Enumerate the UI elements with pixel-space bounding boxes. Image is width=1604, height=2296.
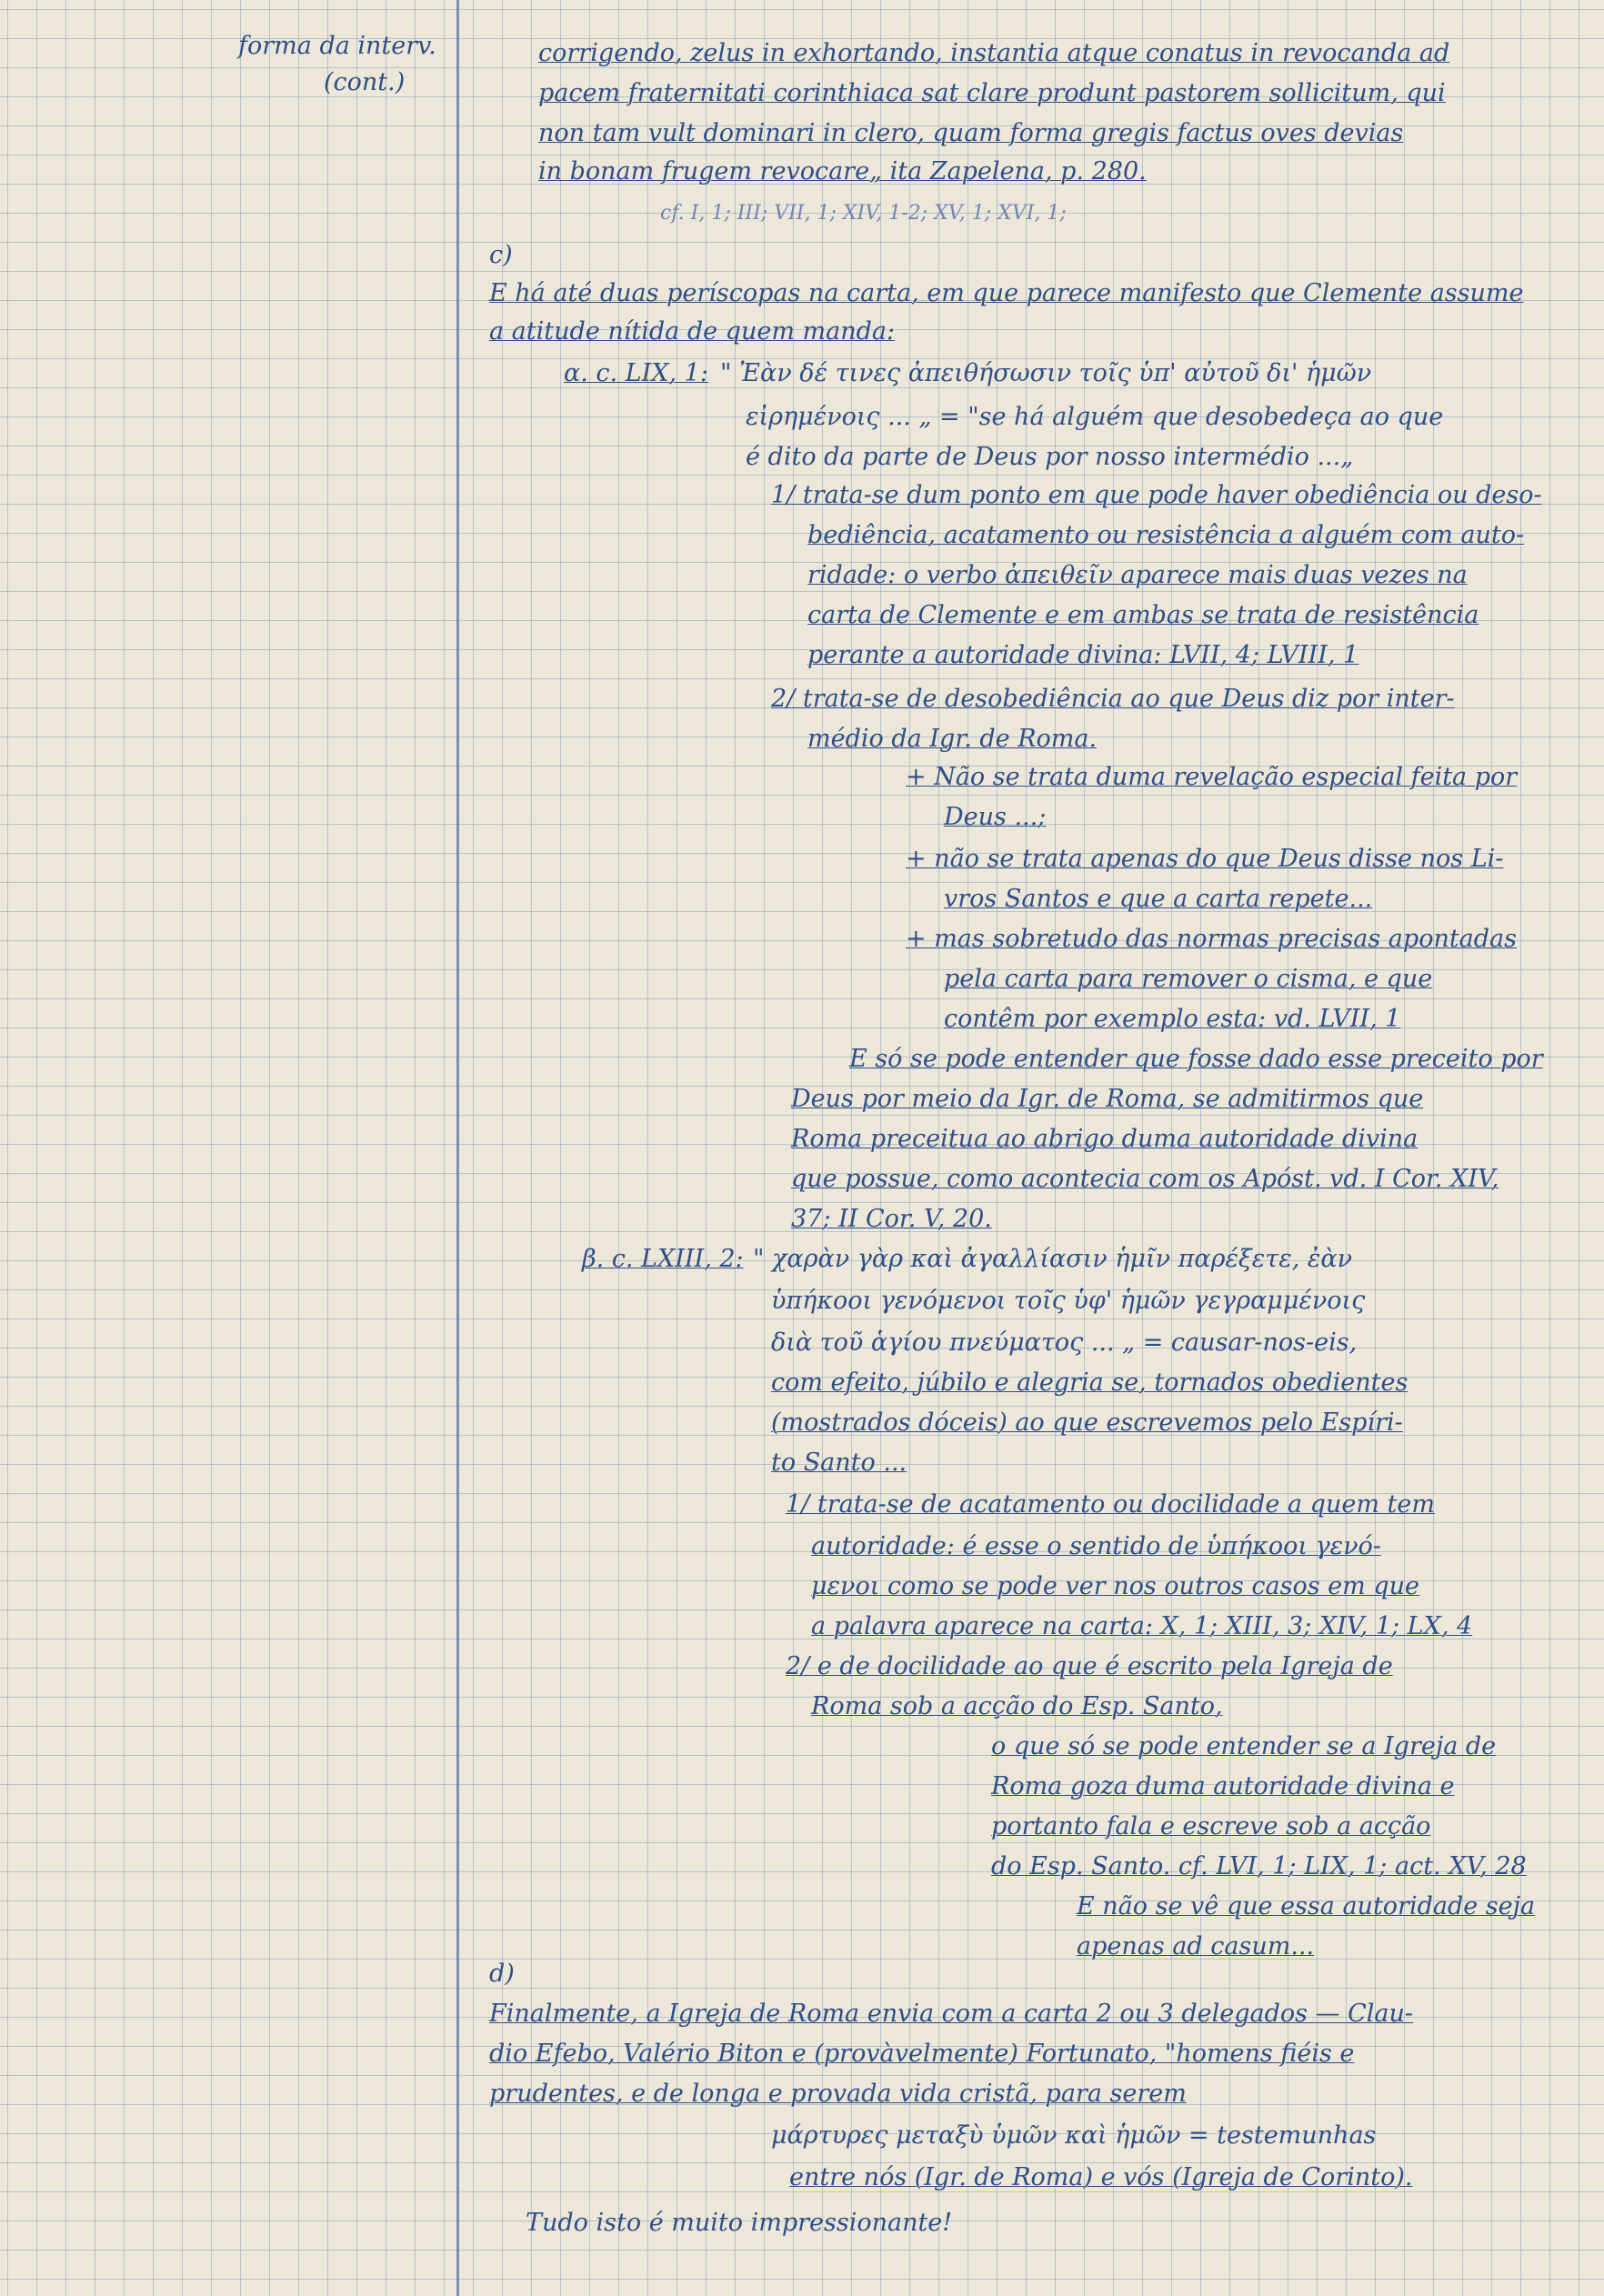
alpha-bullet-line: + mas sobretudo das normas precisas apontadas <box>906 925 1518 953</box>
beta-translation-line: to Santo ... <box>771 1449 907 1477</box>
latin-quote-refs: cf. I, 1; III; VII, 1; XIV, 1-2; XV, 1; XVI, 1; <box>660 202 1067 225</box>
alpha-point-2-line: 2/ trata-se de desobediência ao que Deus diz por inter- <box>771 685 1455 713</box>
margin-note-line-1: forma da interv. <box>238 32 436 60</box>
beta-translation-line: (mostrados dóceis) ao que escrevemos pelo Espíri- <box>771 1409 1403 1437</box>
beta-point-1-line: autoridade: é esse o sentido de ὑπήκοοι γενό- <box>811 1532 1381 1560</box>
alpha-bullet-line: + Não se trata duma revelação especial feita por <box>906 763 1518 791</box>
alpha-point-1-line: bediência, acatamento ou resistência a alguém com auto- <box>807 521 1525 549</box>
alpha-conclusion-line: que possue, como acontecia com os Apóst. vd. I Cor. XIV, <box>791 1165 1499 1193</box>
alpha-greek-line: é dito da parte de Deus por nosso intermédio ...„ <box>746 443 1354 471</box>
latin-quote-line: non tam vult dominari in clero, quam forma gregis factus oves devias <box>538 119 1404 147</box>
alpha-bullet-line: Deus ...; <box>944 803 1047 831</box>
beta-final-line: E não se vê que essa autoridade seja <box>1077 1892 1536 1920</box>
beta-point-1-line: μενοι como se pode ver nos outros casos em que <box>811 1572 1419 1600</box>
section-c-intro: E há até duas períscopas na carta, em que parece manifesto que Clemente assume <box>489 279 1524 307</box>
alpha-bullet-line: + não se trata apenas do que Deus disse nos Li- <box>906 845 1504 873</box>
beta-point-1-line: a palavra aparece na carta: X, 1; XIII, 3; XIV, 1; LX, 4 <box>811 1612 1473 1640</box>
alpha-greek-line: εἰρημένοις ... „ = "se há alguém que desobedeça ao que <box>746 403 1444 431</box>
beta-point-2-line: 2/ e de docilidade ao que é escrito pela Igreja de <box>786 1652 1393 1680</box>
alpha-bullet-line: vros Santos e que a carta repete... <box>944 885 1373 913</box>
beta-final-line: apenas ad casum... <box>1077 1932 1315 1960</box>
alpha-conclusion-line: Deus por meio da Igr. de Roma, se admitirmos que <box>791 1085 1424 1113</box>
beta-greek-line: διὰ τοῦ ἁγίου πνεύματος ... „ = causar-nos-eis, <box>771 1328 1358 1357</box>
section-d-greek: μάρτυρες μεταξὺ ὑμῶν καὶ ἡμῶν = testemunhas <box>771 2121 1377 2150</box>
alpha-greek-line: " Ἐὰν δέ τινες ἀπειθήσωσιν τοῖς ὑπ' αὐτοῦ δι' ἡμῶν <box>720 359 1372 387</box>
section-d-line: dio Efebo, Valério Biton e (provàvelmente) Fortunato, "homens fiéis e <box>489 2040 1355 2068</box>
beta-point-1-line: 1/ trata-se de acatamento ou docilidade a quem tem <box>786 1490 1435 1519</box>
beta-translation-line: com efeito, júbilo e alegria se, tornados obedientes <box>771 1369 1409 1397</box>
section-d-line: prudentes, e de longa e provada vida cristã, para serem <box>489 2080 1187 2108</box>
beta-greek-line: " χαρὰν γὰρ καὶ ἀγαλλίασιν ἡμῖν παρέξετε, ἐὰν <box>753 1245 1353 1273</box>
beta-conclusion-line: portanto fala e escreve sob a acção <box>991 1812 1431 1840</box>
alpha-bullet-line: pela carta para remover o cisma, e que <box>944 965 1433 993</box>
alpha-point-1-line: ridade: o verbo ἀπειθεῖν aparece mais duas vezes na <box>807 561 1468 589</box>
section-c-intro: a atitude nítida de quem manda: <box>489 317 896 346</box>
alpha-conclusion-line: 37; II Cor. V, 20. <box>791 1205 992 1233</box>
section-c-label: c) <box>489 241 513 269</box>
alpha-point-1-line: carta de Clemente e em ambas se trata de resistência <box>807 601 1479 629</box>
beta-greek-line: ὑπήκοοι γενόμενοι τοῖς ὑφ' ἡμῶν γεγραμμένοις <box>771 1287 1366 1315</box>
margin-line <box>456 0 459 2296</box>
latin-quote-line: in bonam frugem revocare„ ita Zapelena, p. 280. <box>538 157 1147 185</box>
section-d-greek-translation: entre nós (Igr. de Roma) e vós (Igreja de Corinto). <box>789 2163 1413 2191</box>
beta-point-2-line: Roma sob a acção do Esp. Santo, <box>811 1692 1223 1720</box>
alpha-bullet-line: contêm por exemplo esta: vd. LVII, 1 <box>944 1005 1401 1033</box>
beta-reference: β. c. LXIII, 2: <box>582 1245 744 1273</box>
closing-remark: Tudo isto é muito impressionante! <box>526 2209 953 2237</box>
section-d-line: Finalmente, a Igreja de Roma envia com a carta 2 ou 3 delegados — Clau- <box>489 2000 1414 2028</box>
latin-quote-line: pacem fraternitati corinthiaca sat clare produnt pastorem sollicitum, qui <box>538 79 1446 107</box>
alpha-point-1-line: perante a autoridade divina: LVII, 4; LVIII, 1 <box>807 641 1359 669</box>
beta-conclusion-line: Roma goza duma autoridade divina e <box>991 1772 1455 1800</box>
beta-conclusion-line: o que só se pode entender se a Igreja de <box>991 1732 1497 1760</box>
section-d-label: d) <box>489 1960 515 1988</box>
latin-quote-line: corrigendo, zelus in exhortando, instantia atque conatus in revocanda ad <box>538 39 1450 67</box>
alpha-point-1-line: 1/ trata-se dum ponto em que pode haver obediência ou deso- <box>771 481 1542 509</box>
alpha-point-2-line: médio da Igr. de Roma. <box>807 725 1098 753</box>
alpha-reference: α. c. LIX, 1: <box>564 359 708 387</box>
margin-note-line-2: (cont.) <box>324 68 406 96</box>
alpha-conclusion-line: Roma preceitua ao abrigo duma autoridade divina <box>791 1125 1419 1153</box>
alpha-conclusion-line: E só se pode entender que fosse dado esse preceito por <box>849 1045 1543 1073</box>
beta-conclusion-line: do Esp. Santo. cf. LVI, 1; LIX, 1; act. XV, 28 <box>991 1852 1527 1880</box>
